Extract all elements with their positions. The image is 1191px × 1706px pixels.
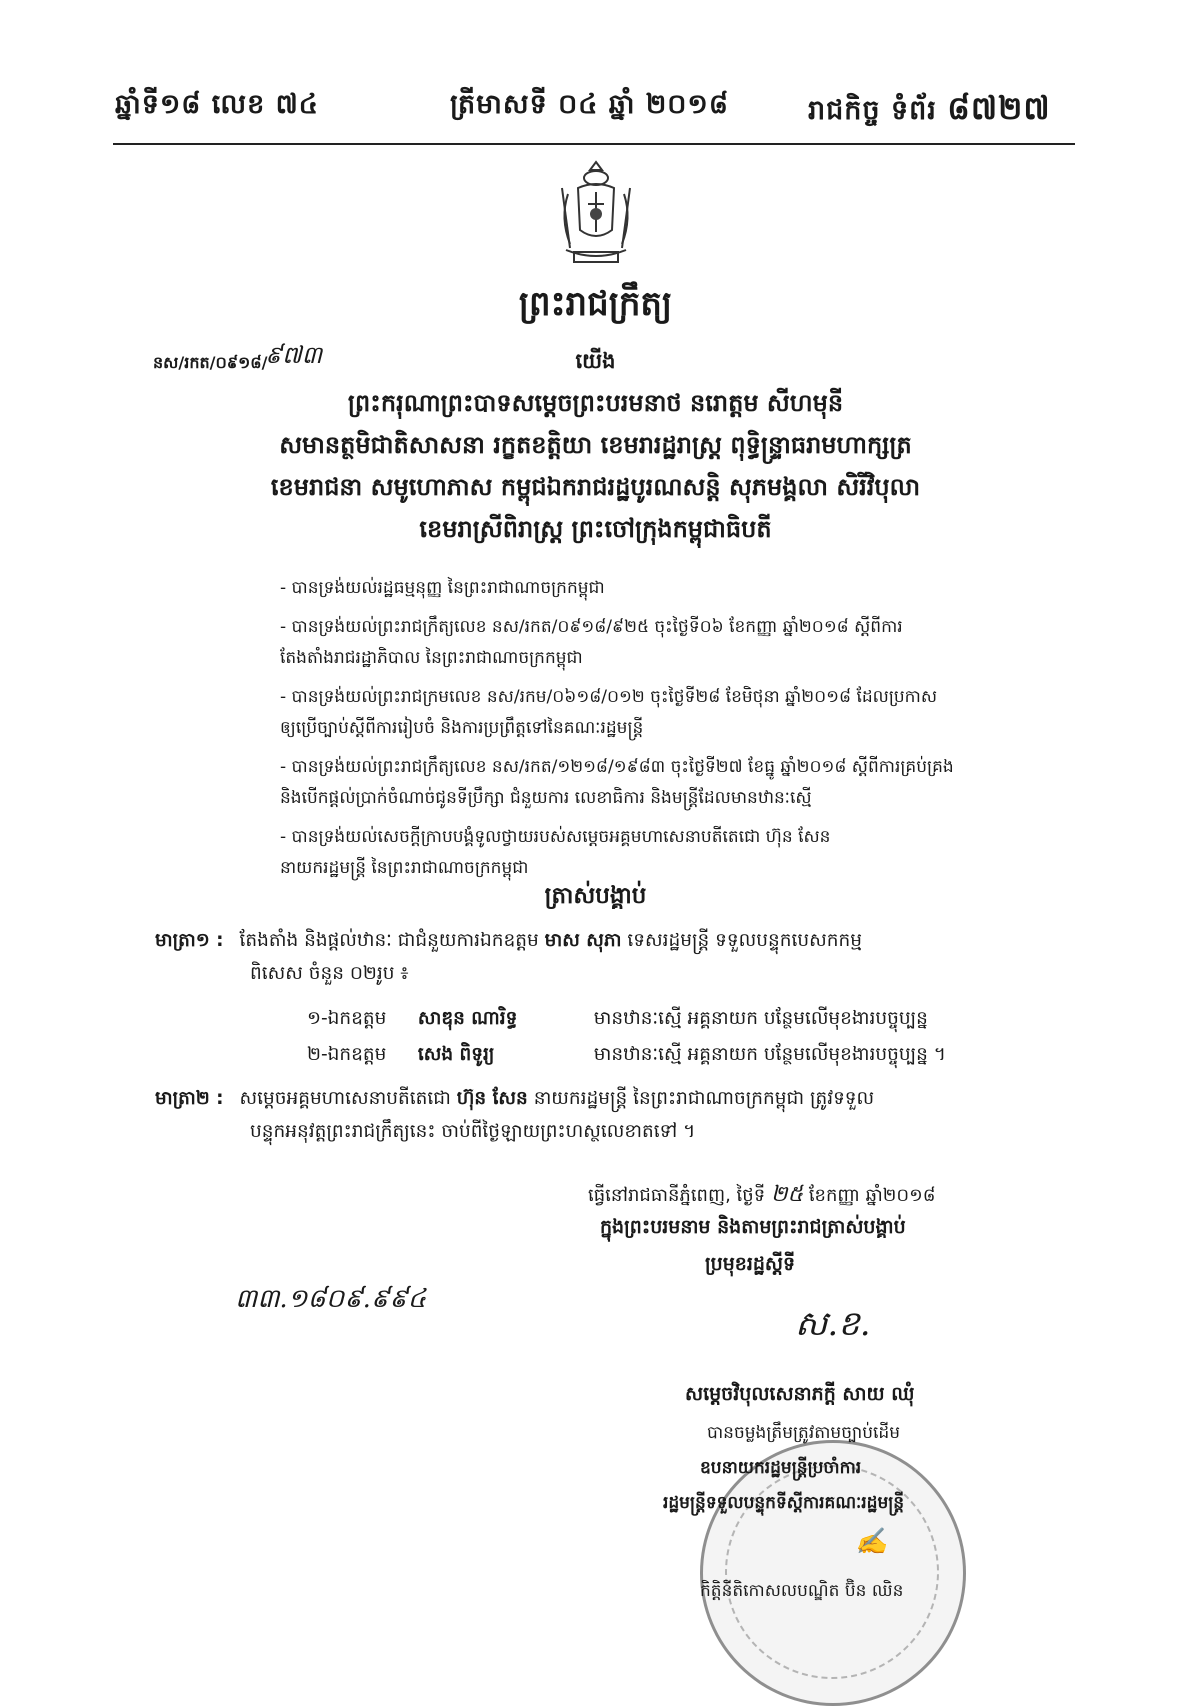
- preamble-item-2: [280, 612, 1060, 674]
- decree-reference-number: នស/រកត/០៩១៨/: [153, 353, 268, 372]
- king-title-line-1: ព្រះករុណាព្រះបាទសម្ដេចព្រះបរមនាថ នរោត្ដម សីហមុនី: [347, 389, 844, 417]
- article-2-text-b: នាយករដ្ឋមន្ត្រី នៃព្រះរាជាណាចក្រកម្ពុជា ត្រូវទទួល: [533, 1088, 875, 1109]
- preamble-line: ឲ្យប្រើច្បាប់ស្ដីពីការរៀបចំ និងការប្រព្រឹត្តទៅនៃគណៈរដ្ឋមន្ត្រី: [280, 718, 644, 738]
- gazette-page-label: រាជកិច្ច ទំព័រ: [808, 95, 937, 126]
- appointee-1-number: ១-ឯកឧត្ដម: [307, 1008, 387, 1029]
- closing-authority: ក្នុងព្រះបរមនាម និងតាមព្រះរាជត្រាស់បង្គាប់: [600, 1216, 906, 1238]
- appointee-2-rank: មានឋានៈស្មើ អគ្គនាយក បន្ថែមលើមុខងារបច្ចុប្បន្ន ។: [593, 1044, 946, 1065]
- preamble-line: - បានទ្រង់យល់សេចក្ដីក្រាបបង្គំទូលថ្វាយរបស់សម្ដេចអគ្គមហាសេនាបតីតេជោ ហ៊ុន សែន: [280, 827, 831, 847]
- article-1-line-2: ពិសេស ចំនួន ០២រូប ៖: [250, 963, 409, 984]
- preamble-line: - បានទ្រង់យល់រដ្ឋធម្មនុញ្ញ នៃព្រះរាជាណាចក្រកម្ពុជា: [280, 578, 605, 598]
- preamble-item-3: [280, 682, 1060, 744]
- preamble-line: នាយករដ្ឋមន្ត្រី នៃព្រះរាជាណាចក្រកម្ពុជា: [280, 858, 529, 878]
- preamble-line: - បានទ្រង់យល់ព្រះរាជក្រឹត្យលេខ នស/រកត/១២១៨/១៩៨៣ ចុះថ្ងៃទី២៧ ខែធ្នូ ឆ្នាំ២០១៨ ស្ដីពីការគ្រប់គ្រង: [280, 757, 954, 777]
- appointee-2-name: សេង ពិទូរ្យ: [417, 1044, 495, 1065]
- acting-head-of-state: ប្រមុខរដ្ឋស្ដីទី: [705, 1253, 796, 1275]
- signature: ស.ខ.: [795, 1304, 871, 1344]
- preamble-line: - បានទ្រង់យល់ព្រះរាជក្រមលេខ នស/រកម/០៦១៨/០១២ ចុះថ្ងៃទី២៨ ខែមិថុនា ឆ្នាំ២០១៨ ដែលប្រកាស: [280, 687, 938, 707]
- king-title-line-2: សមានត្ថមិជាតិសាសនា រក្ខតខត្តិយា ខេមរារដ្ឋរាស្ត្រ ពុទ្ធិន្ទ្រាធរាមហាក្សត្រ: [279, 431, 912, 459]
- gazette-quarter: ត្រីមាសទី ០៤ ឆ្នាំ ២០១៨: [450, 89, 729, 120]
- preamble-line: តែងតាំងរាជរដ្ឋាភិបាល នៃព្រះរាជាណាចក្រកម្ពុជា: [280, 648, 583, 668]
- decree-reference-handwritten: ៩៧៣: [265, 341, 323, 369]
- place-date: [588, 1180, 936, 1212]
- article-2-line-2: បន្ទុកអនុវត្តព្រះរាជក្រឹត្យនេះ ចាប់ពីថ្ងៃឡាយព្រះហស្ថលេខាតទៅ ។: [250, 1121, 696, 1142]
- article-2-text-a: សម្ដេចអគ្គមហាសេនាបតីតេជោ: [239, 1088, 451, 1109]
- king-title-line-3: ខេមរាជនា សមូហោភាស កម្ពុជឯករាជរដ្ឋបូរណសន្តិ សុភមង្គលា សិរីវិបុលា: [270, 473, 921, 501]
- article-1-label: មាត្រា១ :: [155, 930, 224, 951]
- header-divider: [113, 143, 1075, 145]
- place-date-text-b: ខែកញ្ញា ឆ្នាំ២០១៨: [808, 1185, 936, 1206]
- article-1-text-a: តែងតាំង និងផ្ដល់ឋានៈ ជាជំនួយការឯកឧត្ដម: [239, 930, 539, 951]
- preamble-item-4: [280, 752, 1060, 814]
- article-2-name: ហ៊ុន សែន: [456, 1088, 528, 1109]
- article-2-line-1: [155, 1082, 1055, 1115]
- gazette-year-issue: ឆ្នាំទី១៨ លេខ ៧៤: [115, 89, 319, 120]
- we-heading: យើង: [575, 349, 616, 373]
- decree-title: ព្រះរាជក្រឹត្យ: [518, 284, 673, 324]
- appointee-1: [307, 1002, 928, 1035]
- countersign-deputy-pm: ឧបនាយករដ្ឋមន្ត្រីប្រចាំការ: [700, 1458, 862, 1478]
- countersign-signature-icon: ✍: [855, 1527, 888, 1557]
- article-1-name: មាស សុភា: [544, 930, 622, 951]
- appointee-1-name: សាឌុន ណារិទ្ធ: [417, 1008, 518, 1029]
- royal-arms-emblem-icon: [548, 158, 644, 268]
- place-date-text-a: ធ្វើនៅរាជធានីភ្នំពេញ, ថ្ងៃទី: [588, 1185, 766, 1206]
- preamble-item-5: [280, 822, 1060, 884]
- place-date-day-handwritten: ២៥: [770, 1182, 804, 1207]
- preamble-line: - បានទ្រង់យល់ព្រះរាជក្រឹត្យលេខ នស/រកត/០៩១៨/៩២៥ ចុះថ្ងៃទី០៦ ខែកញ្ញា ឆ្នាំ២០១៨ ស្ដីពីការ: [280, 617, 903, 637]
- decree-heading: ត្រាស់បង្គាប់: [544, 883, 647, 909]
- certified-copy-line: បានចម្លងត្រឹមត្រូវតាមច្បាប់ដើម: [707, 1423, 900, 1443]
- article-2-label: មាត្រា២ :: [155, 1088, 224, 1109]
- preamble-line: និងបើកផ្ដល់ប្រាក់ចំណាច់ជូនទីប្រឹក្សា ជំនួយការ លេខាធិការ និងមន្ត្រីដែលមានឋានៈស្មើ: [280, 788, 812, 808]
- handwritten-register-number: ៣៣.១៨០៩.៩៩៤: [235, 1284, 427, 1314]
- appointee-1-rank: មានឋានៈស្មើ អគ្គនាយក បន្ថែមលើមុខងារបច្ចុប្បន្ន: [593, 1008, 928, 1029]
- article-1-line-1: [155, 924, 1055, 957]
- article-2: [155, 1082, 1055, 1148]
- appointee-2: [307, 1038, 946, 1071]
- article-1-text-b: ទេសរដ្ឋមន្ត្រី ទទួលបន្ទុកបេសកកម្ម: [627, 930, 862, 951]
- countersign-name: កិត្តិនីតិកោសលបណ្ឌិត ប៊ិន ឈិន: [700, 1581, 904, 1601]
- article-1: [155, 924, 1055, 990]
- preamble-item-1: [280, 573, 1060, 604]
- signer-name: សម្ដេចវិបុលសេនាភក្ដី សាយ ឈុំ: [685, 1383, 915, 1405]
- gazette-page: [808, 88, 1051, 135]
- king-title-line-4: ខេមរាស្រីពិរាស្ត្រ ព្រះចៅក្រុងកម្ពុជាធិបតី: [419, 515, 772, 543]
- gazette-page-number: ៨៧២៧: [947, 89, 1051, 127]
- appointee-2-number: ២-ឯកឧត្ដម: [307, 1044, 387, 1065]
- countersign-minister: រដ្ឋមន្ត្រីទទួលបន្ទុកទីស្ដីការគណៈរដ្ឋមន្ត្រី: [663, 1493, 905, 1513]
- preamble: [280, 573, 1060, 892]
